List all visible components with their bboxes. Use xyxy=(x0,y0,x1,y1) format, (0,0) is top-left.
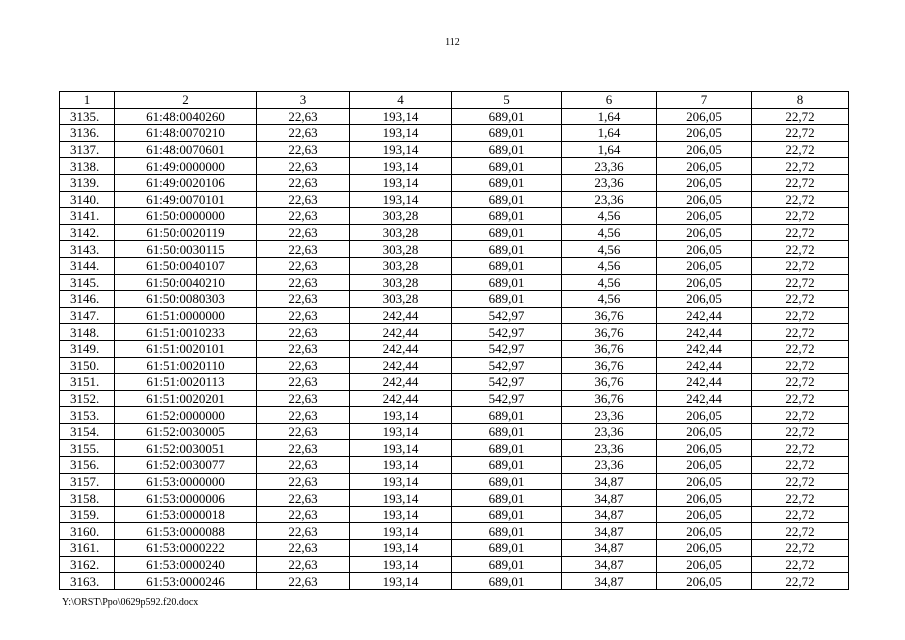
table-cell: 689,01 xyxy=(452,257,562,274)
table-cell: 22,72 xyxy=(752,224,849,241)
table-cell: 689,01 xyxy=(452,523,562,540)
table-cell: 3149. xyxy=(60,340,115,357)
table-cell: 22,63 xyxy=(257,141,350,158)
table-cell: 22,72 xyxy=(752,556,849,573)
table-cell: 3156. xyxy=(60,457,115,474)
table-cell: 242,44 xyxy=(350,357,452,374)
table-row xyxy=(60,274,849,291)
table-cell: 22,72 xyxy=(752,324,849,341)
table-cell: 22,72 xyxy=(752,423,849,440)
table-cell: 242,44 xyxy=(350,390,452,407)
table-cell: 242,44 xyxy=(657,390,752,407)
table-row xyxy=(60,191,849,208)
table-cell: 22,72 xyxy=(752,108,849,125)
table-cell: 3135. xyxy=(60,108,115,125)
table-cell: 542,97 xyxy=(452,390,562,407)
table-cell: 22,63 xyxy=(257,506,350,523)
table-cell: 22,63 xyxy=(257,374,350,391)
table-cell: 4,56 xyxy=(562,224,657,241)
table-cell: 689,01 xyxy=(452,490,562,507)
table-cell: 3152. xyxy=(60,390,115,407)
table-cell: 22,63 xyxy=(257,523,350,540)
table-cell: 22,72 xyxy=(752,374,849,391)
table-cell: 242,44 xyxy=(657,374,752,391)
table-cell: 36,76 xyxy=(562,374,657,391)
table-cell: 193,14 xyxy=(350,141,452,158)
table-cell: 61:48:0070210 xyxy=(115,125,257,142)
table-cell: 22,63 xyxy=(257,274,350,291)
table-row xyxy=(60,457,849,474)
table-cell: 206,05 xyxy=(657,257,752,274)
table-cell: 3153. xyxy=(60,407,115,424)
table-cell: 22,63 xyxy=(257,490,350,507)
table-cell: 193,14 xyxy=(350,440,452,457)
table-cell: 689,01 xyxy=(452,208,562,225)
table-cell: 61:48:0040260 xyxy=(115,108,257,125)
table-cell: 34,87 xyxy=(562,540,657,557)
table-row xyxy=(60,307,849,324)
table-cell: 61:53:0000018 xyxy=(115,506,257,523)
table-cell: 34,87 xyxy=(562,473,657,490)
column-header: 5 xyxy=(452,92,562,109)
table-cell: 23,36 xyxy=(562,457,657,474)
table-cell: 22,72 xyxy=(752,440,849,457)
table-cell: 242,44 xyxy=(350,374,452,391)
table-cell: 689,01 xyxy=(452,108,562,125)
table-cell: 22,72 xyxy=(752,307,849,324)
table-cell: 242,44 xyxy=(350,340,452,357)
table-cell: 22,72 xyxy=(752,390,849,407)
table-cell: 61:51:0020101 xyxy=(115,340,257,357)
table-cell: 22,63 xyxy=(257,158,350,175)
table-cell: 61:50:0080303 xyxy=(115,291,257,308)
table-cell: 22,63 xyxy=(257,125,350,142)
table-cell: 303,28 xyxy=(350,257,452,274)
table-cell: 22,72 xyxy=(752,506,849,523)
table-cell: 22,63 xyxy=(257,174,350,191)
table-row xyxy=(60,224,849,241)
table-cell: 61:52:0000000 xyxy=(115,407,257,424)
table-cell: 3150. xyxy=(60,357,115,374)
table-cell: 61:49:0020106 xyxy=(115,174,257,191)
table-body xyxy=(60,108,849,589)
table-cell: 193,14 xyxy=(350,490,452,507)
table-cell: 242,44 xyxy=(657,357,752,374)
table-cell: 22,72 xyxy=(752,291,849,308)
table-cell: 22,63 xyxy=(257,241,350,258)
table-cell: 34,87 xyxy=(562,506,657,523)
table-cell: 22,63 xyxy=(257,191,350,208)
table-cell: 61:51:0020110 xyxy=(115,357,257,374)
table-cell: 22,72 xyxy=(752,257,849,274)
table-cell: 193,14 xyxy=(350,407,452,424)
table-cell: 689,01 xyxy=(452,540,562,557)
table-cell: 22,72 xyxy=(752,208,849,225)
column-header: 6 xyxy=(562,92,657,109)
table-row xyxy=(60,291,849,308)
table-cell: 206,05 xyxy=(657,108,752,125)
table-cell: 22,72 xyxy=(752,274,849,291)
table-cell: 193,14 xyxy=(350,473,452,490)
table-row xyxy=(60,158,849,175)
table-cell: 3161. xyxy=(60,540,115,557)
table-cell: 206,05 xyxy=(657,457,752,474)
table-cell: 61:53:0000000 xyxy=(115,473,257,490)
table-cell: 61:49:0000000 xyxy=(115,158,257,175)
table-cell: 22,72 xyxy=(752,407,849,424)
table-cell: 61:51:0020201 xyxy=(115,390,257,407)
table-cell: 3157. xyxy=(60,473,115,490)
table-cell: 193,14 xyxy=(350,540,452,557)
table-row xyxy=(60,390,849,407)
table-cell: 242,44 xyxy=(657,324,752,341)
table-cell: 22,63 xyxy=(257,257,350,274)
table-cell: 3151. xyxy=(60,374,115,391)
table-cell: 61:50:0030115 xyxy=(115,241,257,258)
table-cell: 206,05 xyxy=(657,191,752,208)
table-cell: 61:51:0000000 xyxy=(115,307,257,324)
table-cell: 22,72 xyxy=(752,340,849,357)
table-cell: 3163. xyxy=(60,573,115,590)
table-cell: 689,01 xyxy=(452,291,562,308)
column-header: 1 xyxy=(60,92,115,109)
table-row xyxy=(60,141,849,158)
table-cell: 61:52:0030005 xyxy=(115,423,257,440)
table-cell: 61:53:0000006 xyxy=(115,490,257,507)
table-row xyxy=(60,340,849,357)
table-cell: 3137. xyxy=(60,141,115,158)
table-cell: 36,76 xyxy=(562,340,657,357)
table-row xyxy=(60,174,849,191)
table-cell: 242,44 xyxy=(657,340,752,357)
table-cell: 206,05 xyxy=(657,523,752,540)
table-cell: 61:51:0010233 xyxy=(115,324,257,341)
footer-file-path: Y:\ORST\Ppo\0629p592.f20.docx xyxy=(62,597,199,608)
table-cell: 3162. xyxy=(60,556,115,573)
column-header: 3 xyxy=(257,92,350,109)
table-cell: 61:50:0000000 xyxy=(115,208,257,225)
table-cell: 1,64 xyxy=(562,125,657,142)
table-cell: 206,05 xyxy=(657,125,752,142)
table-cell: 22,63 xyxy=(257,357,350,374)
table-cell: 689,01 xyxy=(452,506,562,523)
table-cell: 3147. xyxy=(60,307,115,324)
table-cell: 61:50:0040210 xyxy=(115,274,257,291)
table-cell: 22,72 xyxy=(752,141,849,158)
table-cell: 3144. xyxy=(60,257,115,274)
table-cell: 61:49:0070101 xyxy=(115,191,257,208)
table-cell: 206,05 xyxy=(657,573,752,590)
table-cell: 206,05 xyxy=(657,158,752,175)
table-cell: 193,14 xyxy=(350,423,452,440)
table-cell: 22,63 xyxy=(257,457,350,474)
table-cell: 3148. xyxy=(60,324,115,341)
table-row xyxy=(60,208,849,225)
table-cell: 3158. xyxy=(60,490,115,507)
table-cell: 206,05 xyxy=(657,141,752,158)
table-cell: 689,01 xyxy=(452,556,562,573)
table-cell: 4,56 xyxy=(562,291,657,308)
table-cell: 22,72 xyxy=(752,523,849,540)
table-cell: 36,76 xyxy=(562,357,657,374)
table-cell: 22,72 xyxy=(752,490,849,507)
table-cell: 22,63 xyxy=(257,390,350,407)
table-cell: 22,63 xyxy=(257,540,350,557)
table-cell: 23,36 xyxy=(562,158,657,175)
table-cell: 689,01 xyxy=(452,473,562,490)
table-cell: 22,72 xyxy=(752,473,849,490)
table-cell: 23,36 xyxy=(562,423,657,440)
table-cell: 193,14 xyxy=(350,523,452,540)
table-cell: 3146. xyxy=(60,291,115,308)
table-cell: 61:53:0000222 xyxy=(115,540,257,557)
table-cell: 689,01 xyxy=(452,125,562,142)
data-table xyxy=(59,91,849,590)
table-cell: 22,63 xyxy=(257,291,350,308)
table-cell: 303,28 xyxy=(350,241,452,258)
table-cell: 61:50:0020119 xyxy=(115,224,257,241)
table-cell: 242,44 xyxy=(350,324,452,341)
table-row xyxy=(60,473,849,490)
table-cell: 23,36 xyxy=(562,191,657,208)
table-header-row xyxy=(60,92,849,109)
table-cell: 61:52:0030077 xyxy=(115,457,257,474)
table-cell: 193,14 xyxy=(350,174,452,191)
table-cell: 3155. xyxy=(60,440,115,457)
table-cell: 689,01 xyxy=(452,191,562,208)
table-cell: 22,63 xyxy=(257,407,350,424)
table-cell: 1,64 xyxy=(562,108,657,125)
table-cell: 36,76 xyxy=(562,390,657,407)
table-cell: 22,63 xyxy=(257,423,350,440)
table-cell: 689,01 xyxy=(452,224,562,241)
table-row xyxy=(60,556,849,573)
table-cell: 22,72 xyxy=(752,573,849,590)
table-cell: 689,01 xyxy=(452,241,562,258)
table-cell: 542,97 xyxy=(452,374,562,391)
table-cell: 193,14 xyxy=(350,125,452,142)
table-row xyxy=(60,423,849,440)
table-row xyxy=(60,125,849,142)
table-row xyxy=(60,440,849,457)
table-cell: 36,76 xyxy=(562,307,657,324)
table-cell: 3159. xyxy=(60,506,115,523)
table-cell: 193,14 xyxy=(350,506,452,523)
table-cell: 22,63 xyxy=(257,208,350,225)
column-header: 4 xyxy=(350,92,452,109)
table-cell: 23,36 xyxy=(562,440,657,457)
table-cell: 4,56 xyxy=(562,241,657,258)
table-row xyxy=(60,506,849,523)
table-cell: 4,56 xyxy=(562,257,657,274)
table-cell: 3160. xyxy=(60,523,115,540)
table-row xyxy=(60,540,849,557)
table-cell: 3140. xyxy=(60,191,115,208)
table-cell: 193,14 xyxy=(350,191,452,208)
table-cell: 206,05 xyxy=(657,274,752,291)
table-cell: 22,72 xyxy=(752,540,849,557)
table-row xyxy=(60,357,849,374)
table-cell: 22,72 xyxy=(752,241,849,258)
table-row xyxy=(60,573,849,590)
table-cell: 206,05 xyxy=(657,473,752,490)
table-cell: 23,36 xyxy=(562,407,657,424)
table-row xyxy=(60,257,849,274)
table-cell: 3141. xyxy=(60,208,115,225)
table-cell: 3143. xyxy=(60,241,115,258)
table-cell: 689,01 xyxy=(452,457,562,474)
table-cell: 193,14 xyxy=(350,158,452,175)
table-cell: 3138. xyxy=(60,158,115,175)
column-header: 2 xyxy=(115,92,257,109)
table-cell: 1,64 xyxy=(562,141,657,158)
table-cell: 3145. xyxy=(60,274,115,291)
table-cell: 22,63 xyxy=(257,340,350,357)
table-row xyxy=(60,374,849,391)
table-cell: 61:48:0070601 xyxy=(115,141,257,158)
table-cell: 689,01 xyxy=(452,174,562,191)
table-cell: 303,28 xyxy=(350,208,452,225)
table-cell: 689,01 xyxy=(452,141,562,158)
table-cell: 206,05 xyxy=(657,440,752,457)
table-cell: 193,14 xyxy=(350,108,452,125)
table-cell: 542,97 xyxy=(452,357,562,374)
column-header: 8 xyxy=(752,92,849,109)
table-cell: 206,05 xyxy=(657,241,752,258)
table-cell: 23,36 xyxy=(562,174,657,191)
table-cell: 303,28 xyxy=(350,274,452,291)
table-cell: 3154. xyxy=(60,423,115,440)
table-row xyxy=(60,241,849,258)
table-cell: 4,56 xyxy=(562,274,657,291)
table-cell: 22,72 xyxy=(752,125,849,142)
table-cell: 22,63 xyxy=(257,573,350,590)
table-cell: 22,63 xyxy=(257,324,350,341)
table-row xyxy=(60,324,849,341)
table-cell: 22,63 xyxy=(257,108,350,125)
table-cell: 689,01 xyxy=(452,440,562,457)
table-cell: 22,72 xyxy=(752,191,849,208)
table-cell: 22,63 xyxy=(257,473,350,490)
table-row xyxy=(60,523,849,540)
table-cell: 34,87 xyxy=(562,556,657,573)
table-cell: 22,72 xyxy=(752,457,849,474)
table-cell: 689,01 xyxy=(452,274,562,291)
table-cell: 61:53:0000246 xyxy=(115,573,257,590)
table-cell: 61:53:0000240 xyxy=(115,556,257,573)
table-cell: 303,28 xyxy=(350,224,452,241)
table-cell: 206,05 xyxy=(657,208,752,225)
table-cell: 193,14 xyxy=(350,573,452,590)
table-cell: 206,05 xyxy=(657,423,752,440)
table-cell: 206,05 xyxy=(657,224,752,241)
table-cell: 61:52:0030051 xyxy=(115,440,257,457)
column-header: 7 xyxy=(657,92,752,109)
table-cell: 22,63 xyxy=(257,440,350,457)
table-cell: 22,72 xyxy=(752,158,849,175)
table-cell: 34,87 xyxy=(562,490,657,507)
table-cell: 22,63 xyxy=(257,556,350,573)
table-row xyxy=(60,108,849,125)
table-cell: 206,05 xyxy=(657,540,752,557)
table-cell: 36,76 xyxy=(562,324,657,341)
table-cell: 689,01 xyxy=(452,158,562,175)
table-cell: 3139. xyxy=(60,174,115,191)
table-cell: 193,14 xyxy=(350,556,452,573)
table-cell: 206,05 xyxy=(657,556,752,573)
table-cell: 3142. xyxy=(60,224,115,241)
table-row xyxy=(60,490,849,507)
table-cell: 542,97 xyxy=(452,340,562,357)
table-cell: 242,44 xyxy=(350,307,452,324)
table-cell: 4,56 xyxy=(562,208,657,225)
table-cell: 22,72 xyxy=(752,357,849,374)
table-cell: 206,05 xyxy=(657,407,752,424)
table-cell: 206,05 xyxy=(657,490,752,507)
table-cell: 542,97 xyxy=(452,324,562,341)
table-cell: 542,97 xyxy=(452,307,562,324)
table-cell: 34,87 xyxy=(562,523,657,540)
table-cell: 206,05 xyxy=(657,174,752,191)
table-cell: 193,14 xyxy=(350,457,452,474)
table-cell: 689,01 xyxy=(452,573,562,590)
table-row xyxy=(60,407,849,424)
table-cell: 61:51:0020113 xyxy=(115,374,257,391)
table-cell: 242,44 xyxy=(657,307,752,324)
table-cell: 61:53:0000088 xyxy=(115,523,257,540)
table-cell: 61:50:0040107 xyxy=(115,257,257,274)
table-cell: 3136. xyxy=(60,125,115,142)
table-cell: 689,01 xyxy=(452,407,562,424)
table-cell: 303,28 xyxy=(350,291,452,308)
table-cell: 22,63 xyxy=(257,307,350,324)
table-cell: 206,05 xyxy=(657,291,752,308)
page-number: 112 xyxy=(445,37,460,48)
table-cell: 22,63 xyxy=(257,224,350,241)
table-cell: 206,05 xyxy=(657,506,752,523)
table-cell: 689,01 xyxy=(452,423,562,440)
table-cell: 34,87 xyxy=(562,573,657,590)
table-cell: 22,72 xyxy=(752,174,849,191)
